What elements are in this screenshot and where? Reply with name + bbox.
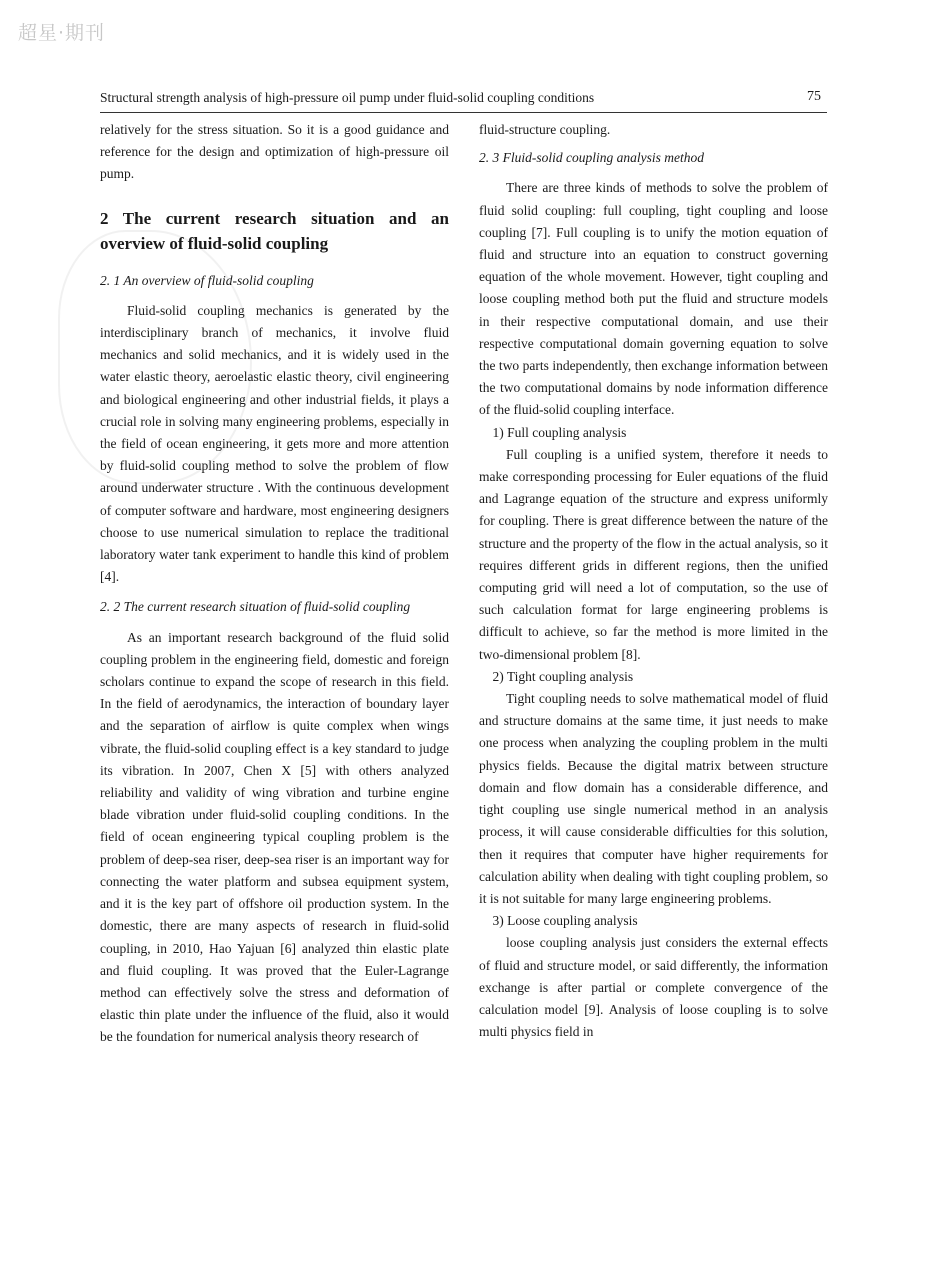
loose-coupling-heading: 3) Loose coupling analysis: [492, 913, 638, 929]
right-column: [479, 119, 828, 1043]
full-coupling-paragraph: Full coupling is a unified system, therefore it needs to make corresponding processing for Euler equations of the fluid and Lagrange equation of the structure and express uniformly for coupling. There is great difference between the nature of the structure and the property of the flow in the actual analysis, so it requires different grids in different regions, then the unified computing grid will need a lot of computation, so the use of such calculation format for large engineering problems is difficult to achieve, so far the method is more limited in the two-dimensional problem [8].: [479, 446, 828, 662]
tight-coupling-heading: 2) Tight coupling analysis: [492, 668, 634, 684]
subsection-2-3-paragraph: There are three kinds of methods to solve the problem of fluid solid coupling: full coupling, tight coupling and loose coupling [7]. Full coupling is to unify the motion equation of fluid and structure into an equation to construct governing equation of the whole movement. However, tight coupling and loose coupling method both put the fluid and structure models in their respective computational domain, and use their respective computational domain governing equation to solve the two parts independently, then exchange information between the two computational domains by node information difference of the fluid-solid coupling interface.: [479, 180, 828, 418]
full-coupling-heading: 1) Full coupling analysis: [492, 424, 627, 440]
section-2-heading: 2 The current research situation and an overview of fluid-solid coupling: [100, 208, 449, 253]
intro-continuation-paragraph: relatively for the stress situation. So it is a good guidance and reference for the design and optimization of high-pressure oil pump.: [100, 122, 449, 182]
subsection-2-3-heading: 2. 3 Fluid-solid coupling analysis method: [479, 150, 704, 166]
subsection-2-2-paragraph: As an important research background of the fluid solid coupling problem in the engineering field, domestic and foreign scholars continue to expand the scope of research in this field. In the field of aerodynamics, the interaction of boundary layer and the separation of airflow is quite complex when wings vibrate, the fluid-solid coupling effect is a key standard to judge its vibration. In 2007, Chen X [5] with others analyzed reliability and validity of wing vibration and turbine engine blade vibration under fluid-solid coupling conditions. In the field of ocean engineering typical coupling problem is the problem of deep-sea riser, deep-sea riser is an important way for connecting the water platform and subsea equipment system, and it is the key part of offshore oil production system. In the domestic, there are many aspects of research in fluid-solid coupling, in 2010, Hao Yajuan [6] analyzed thin elastic plate and fluid coupling. It was proved that the Euler-Lagrange method can effectively solve the stress and deformation of elastic thin plate under the influence of the fluid, also it would be the foundation for numerical analysis theory research of: [100, 629, 449, 1045]
running-header: [100, 88, 827, 113]
subsection-2-1-heading: 2. 1 An overview of fluid-solid coupling: [100, 272, 314, 288]
page-number: 75: [807, 89, 821, 104]
tight-coupling-paragraph: Tight coupling needs to solve mathematical model of fluid and structure domains at the same time, it just needs to make one process when analyzing the coupling problem in the multi physics fields. Because the digital matrix between structure domain and flow domain has a considerable difference, and tight coupling use single numerical method in an analysis process, it will cause considerable difficulties for this solution, then it requires that computer have higher requirements for calculation ability when dealing with tight coupling problem, so it is not suitable for many large engineering problems.: [479, 691, 828, 906]
loose-coupling-paragraph: loose coupling analysis just considers the external effects of fluid and structure model, or said differently, the information exchange is after partial or complete convergence of the calculation model [9]. Analysis of loose coupling is to solve multi physics field in: [479, 935, 828, 1040]
running-title: Structural strength analysis of high-pressure oil pump under fluid-solid coupling conditions: [100, 90, 595, 105]
subsection-2-2-heading: 2. 2 The current research situation of fluid-solid coupling: [100, 599, 411, 615]
continuation-paragraph: fluid-structure coupling.: [479, 122, 611, 137]
subsection-2-1-paragraph: Fluid-solid coupling mechanics is generated by the interdisciplinary branch of mechanics, it involve fluid mechanics and solid mechanics, and it is widely used in the water elastic theory, aeroelastic elastic theory, civil engineering and biological engineering and other industrial fields, it plays a crucial role in solving many engineering problems, especially in the field of ocean engineering, it gets more and more attention by fluid-solid coupling method to solve the problem of flow around underwater structure . With the continuous development of computer software and hardware, most engineering designers choose to use numerical simulation to replace the traditional laboratory water tank experiment to handle this kind of problem [4].: [100, 302, 449, 585]
left-column: [100, 119, 449, 1049]
watermark-logo: 超星·期刊: [18, 22, 106, 44]
